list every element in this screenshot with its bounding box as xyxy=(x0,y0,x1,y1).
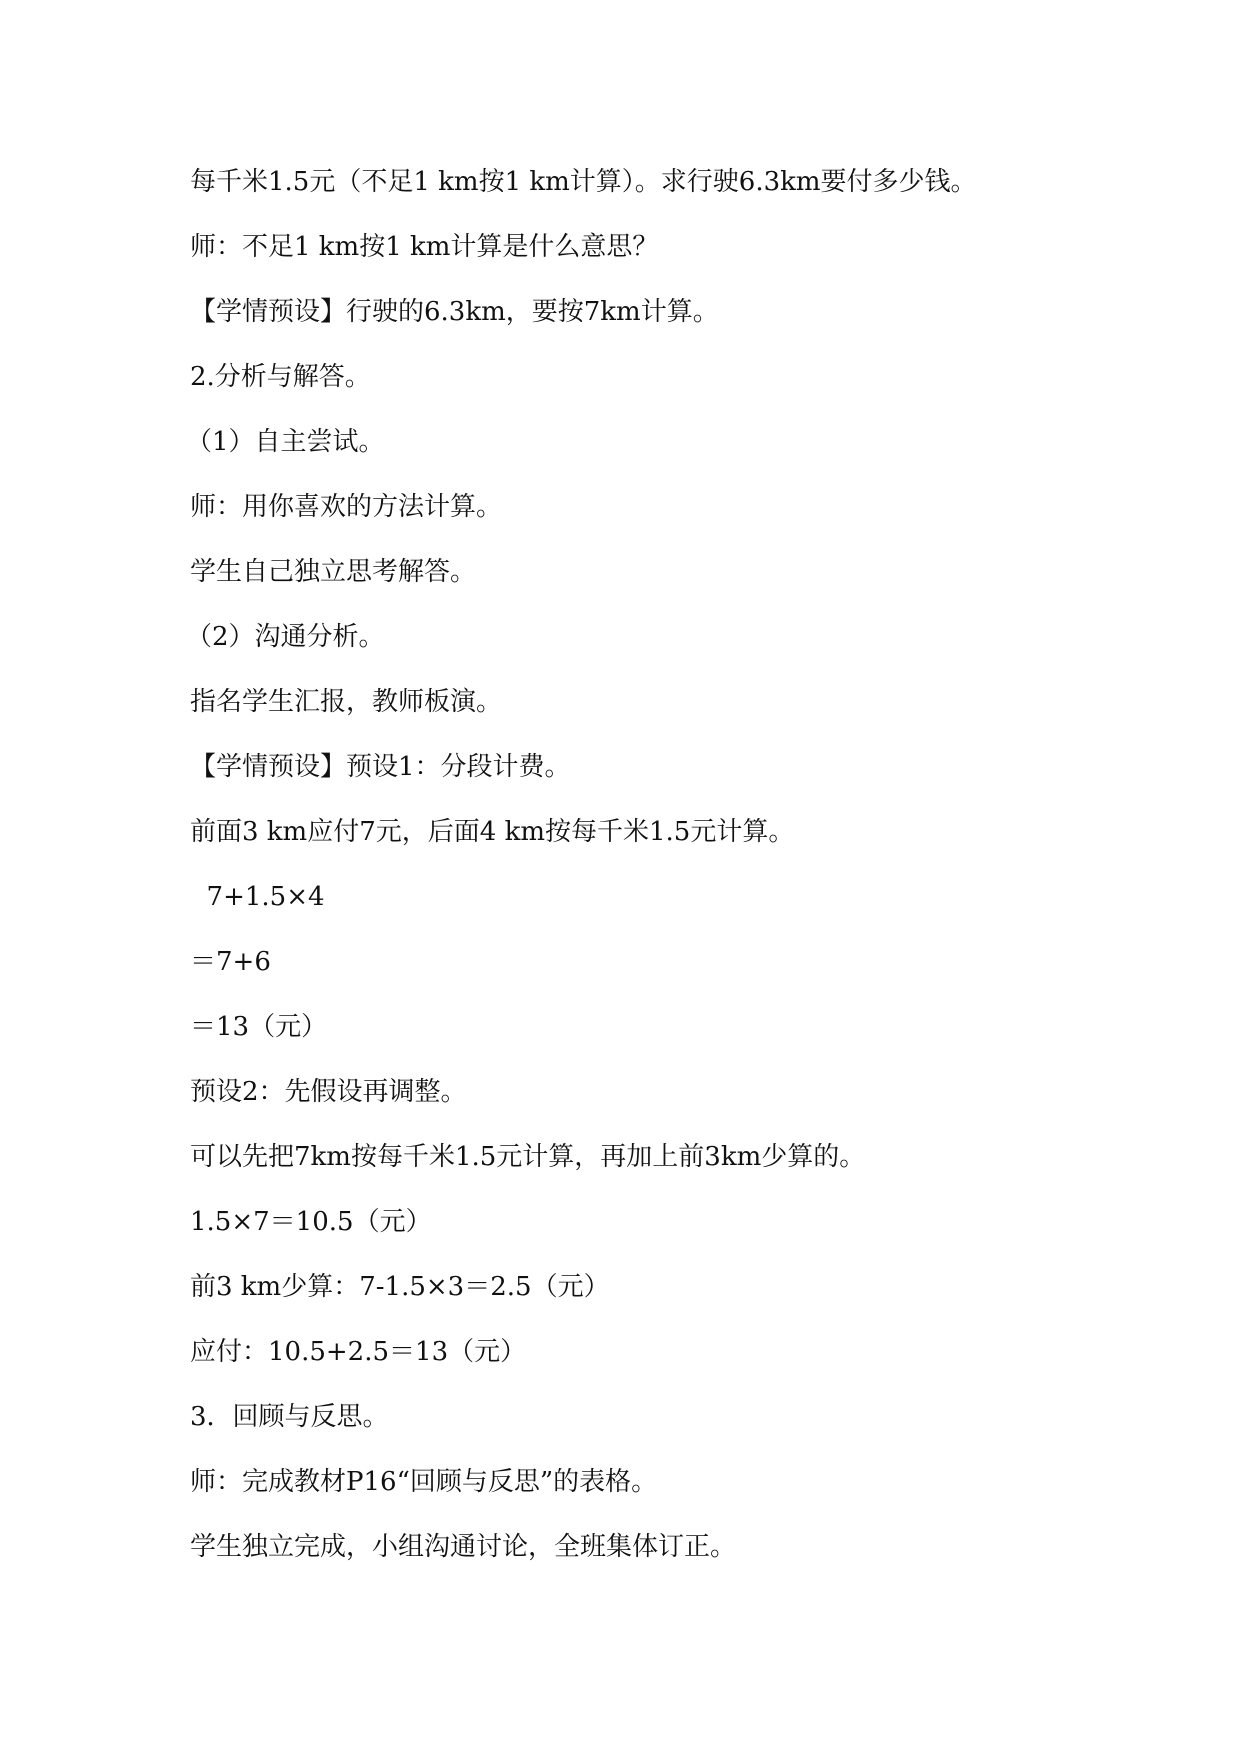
section-heading-review: 3．回顾与反思。 xyxy=(190,1402,389,1432)
formula-line-3: ＝13（元） xyxy=(190,1012,328,1042)
text-line-11: 前面3 km应付7元，后面4 km按每千米1.5元计算。 xyxy=(190,817,795,847)
subsection-heading-1: （1）自主尝试。 xyxy=(186,427,385,457)
text-line-1: 每千米1.5元（不足1 km按1 km计算）。求行驶6.3km要付多少钱。 xyxy=(190,167,977,197)
text-line-3: 【学情预设】行驶的6.3km，要按7km计算。 xyxy=(190,297,719,327)
formula-line-6: 应付：10.5+2.5＝13（元） xyxy=(190,1337,527,1367)
text-line-21: 师：完成教材P16“回顾与反思”的表格。 xyxy=(190,1467,658,1497)
text-line-15: 预设2：先假设再调整。 xyxy=(190,1077,467,1107)
formula-line-5: 前3 km少算：7-1.5×3＝2.5（元） xyxy=(190,1272,610,1302)
formula-line-4: 1.5×7＝10.5（元） xyxy=(190,1207,432,1237)
subsection-heading-2: （2）沟通分析。 xyxy=(186,622,385,652)
formula-line-2: ＝7+6 xyxy=(190,947,271,977)
text-line-7: 学生自己独立思考解答。 xyxy=(190,557,477,587)
text-line-2: 师：不足1 km按1 km计算是什么意思？ xyxy=(190,232,659,262)
text-line-22: 学生独立完成，小组沟通讨论，全班集体订正。 xyxy=(190,1532,737,1562)
formula-line-1: 7+1.5×4 xyxy=(190,882,325,912)
text-line-16: 可以先把7km按每千米1.5元计算，再加上前3km少算的。 xyxy=(190,1142,866,1172)
text-line-9: 指名学生汇报，教师板演。 xyxy=(190,687,503,717)
text-line-6: 师：用你喜欢的方法计算。 xyxy=(190,492,503,522)
text-line-10: 【学情预设】预设1：分段计费。 xyxy=(190,752,571,782)
section-heading-analysis: 2.分析与解答。 xyxy=(190,362,371,392)
